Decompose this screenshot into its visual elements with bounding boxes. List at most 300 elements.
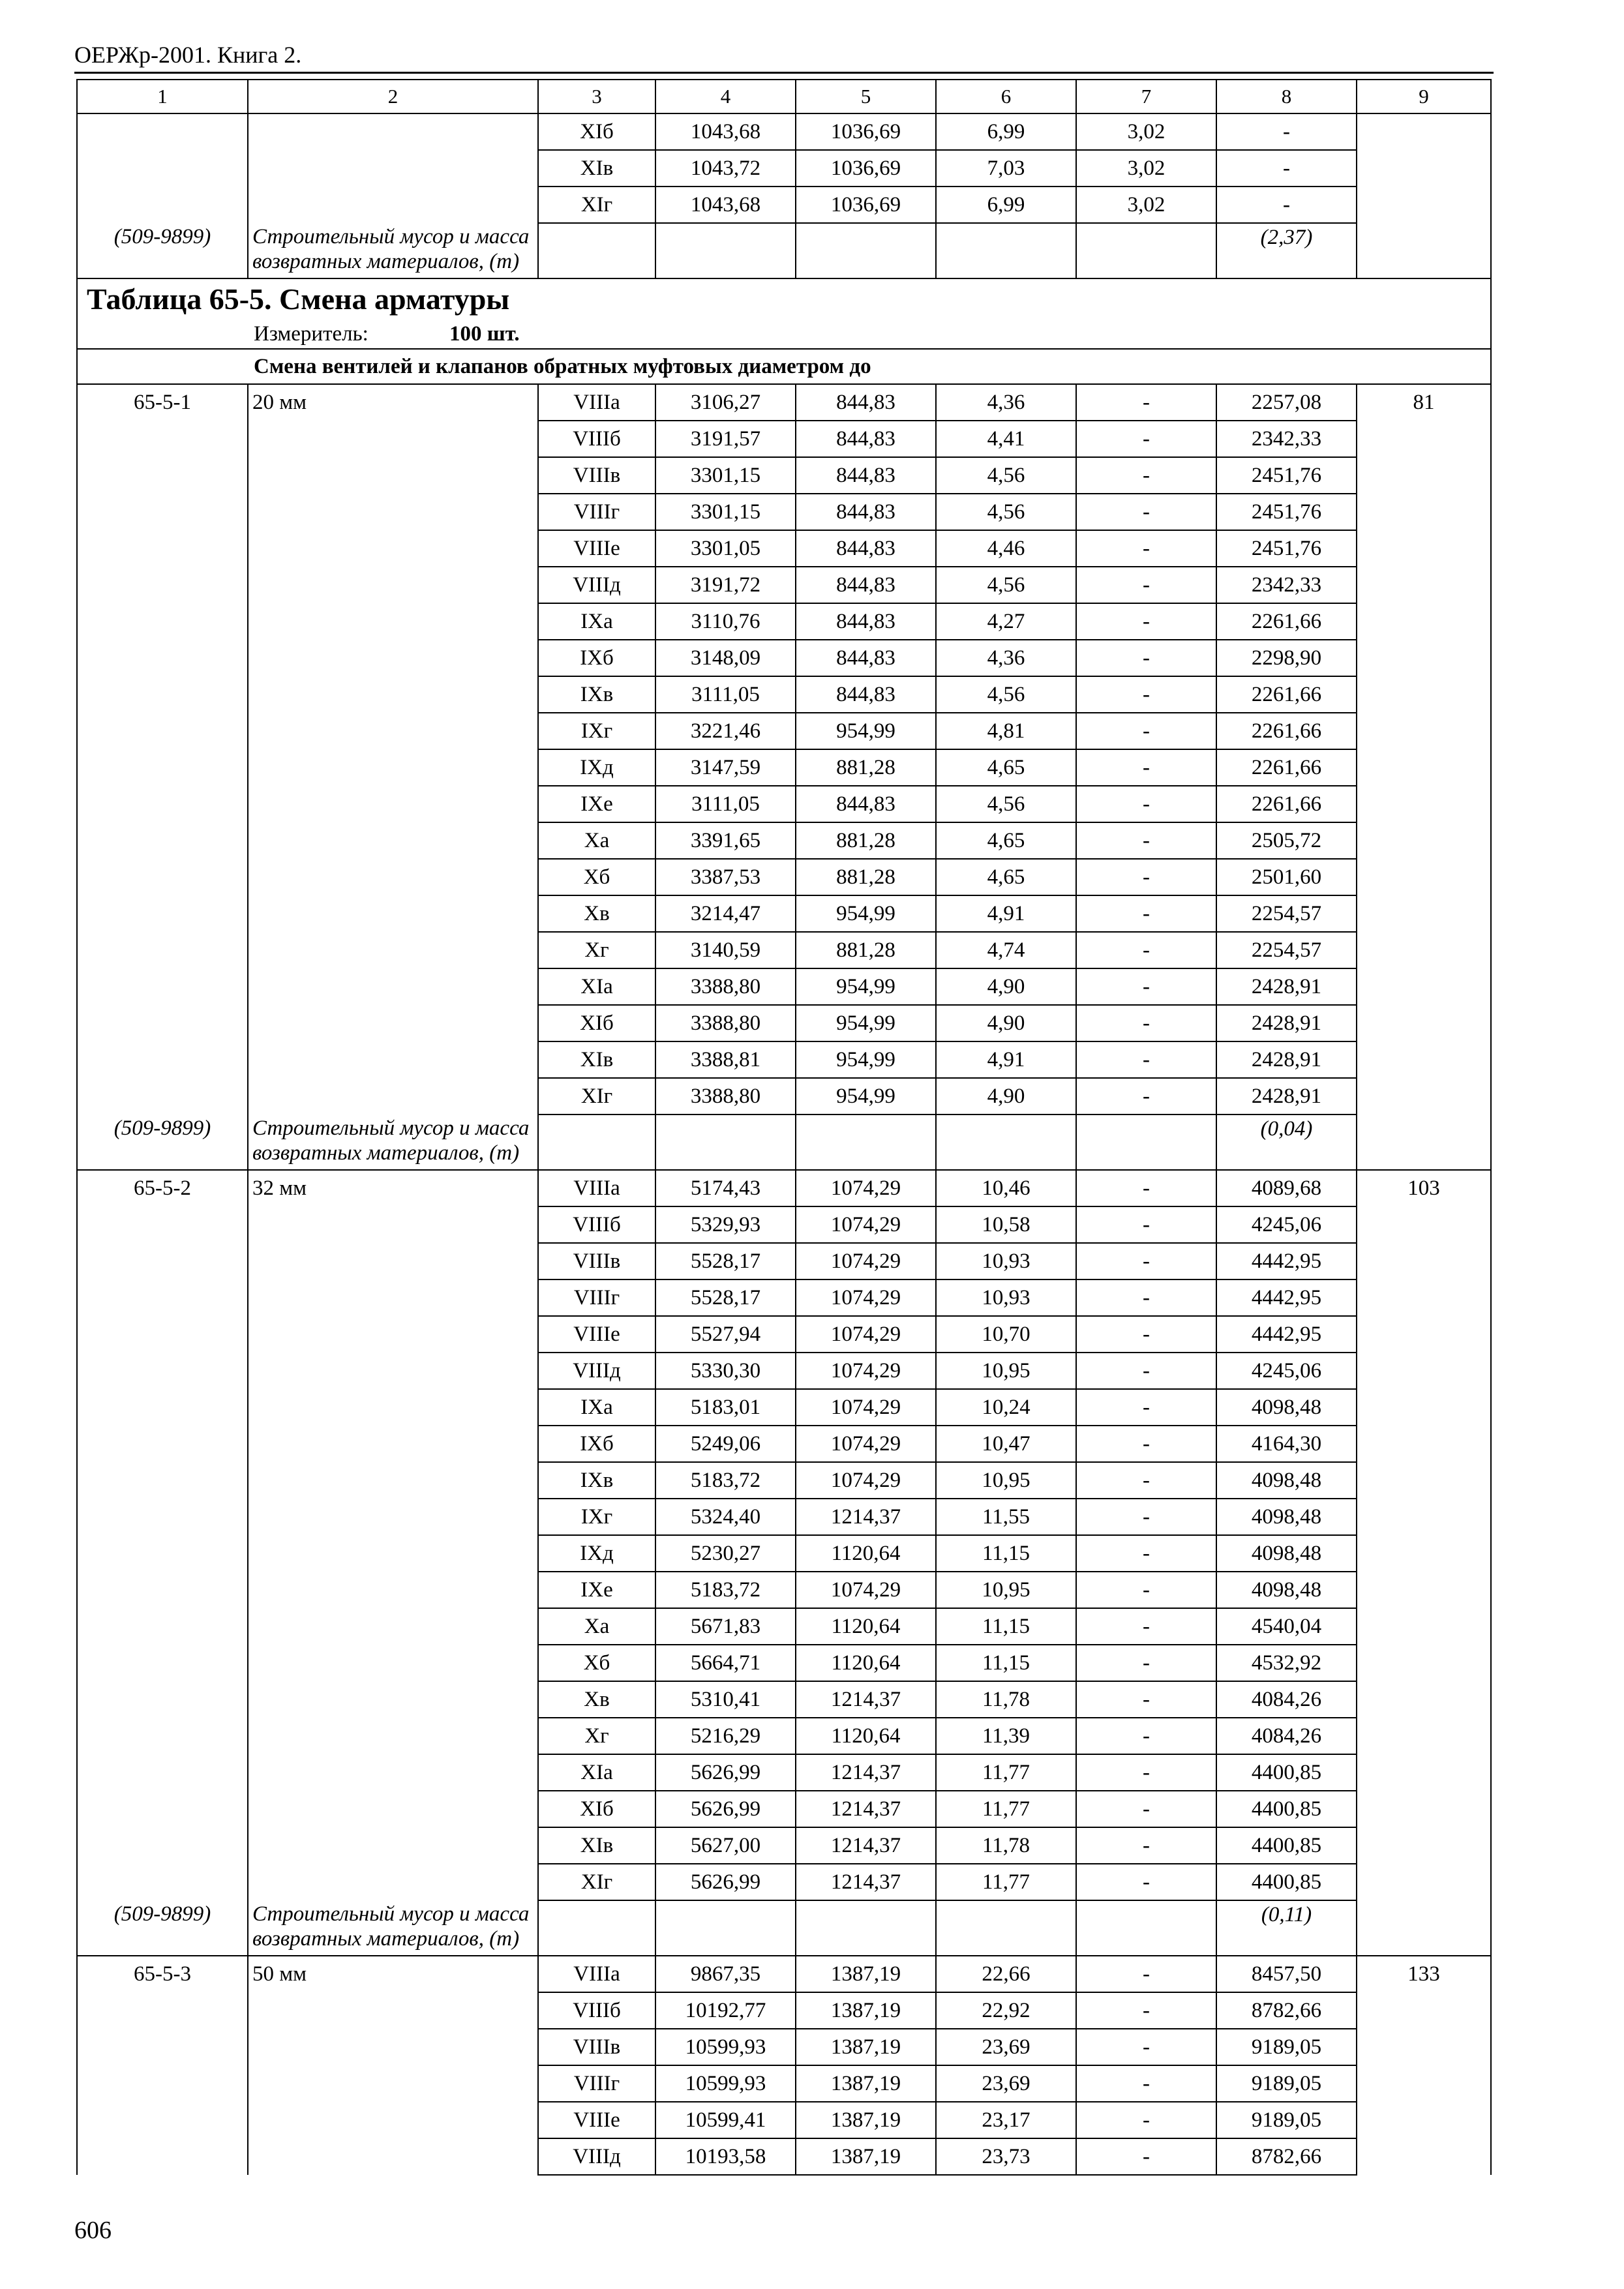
zone-cell: IXд (538, 1535, 655, 1572)
material-cell: 2257,08 (1216, 384, 1357, 421)
zone-cell: Xа (538, 1608, 655, 1645)
material-cell: 4084,26 (1216, 1681, 1357, 1718)
machine-cell: 4,36 (936, 640, 1076, 676)
material-cell: 4532,92 (1216, 1645, 1357, 1681)
wage-cell: 1214,37 (796, 1827, 936, 1864)
machine-cell: 10,70 (936, 1316, 1076, 1353)
cost-cell: 10599,93 (655, 2065, 796, 2102)
wage-cell: 844,83 (796, 494, 936, 530)
cost-cell: 3387,53 (655, 859, 796, 895)
column-number: 7 (1076, 80, 1216, 113)
material-cell: 4084,26 (1216, 1718, 1357, 1754)
machine-cell: 11,77 (936, 1791, 1076, 1827)
material-cell: 2261,66 (1216, 749, 1357, 786)
wage-cell: 1120,64 (796, 1718, 936, 1754)
empty-cell (1076, 223, 1216, 278)
waste-name: Строительный мусор и масса возвратных материалов, (т) (248, 1115, 538, 1170)
rate-name: 50 мм (248, 1956, 538, 2175)
machine-cell: 4,56 (936, 494, 1076, 530)
zone-cell: IXг (538, 1499, 655, 1535)
machine-cell: 4,46 (936, 530, 1076, 567)
wage-cell: 1074,29 (796, 1170, 936, 1206)
material-cell: 2451,76 (1216, 494, 1357, 530)
zone-cell: VIIIд (538, 2138, 655, 2175)
material-cell: 2261,66 (1216, 603, 1357, 640)
driver-wage-cell: - (1076, 384, 1216, 421)
machine-cell: 11,77 (936, 1754, 1076, 1791)
driver-wage-cell: 3,02 (1076, 187, 1216, 223)
cost-cell: 10599,41 (655, 2102, 796, 2138)
waste-code: (509-9899) (77, 1900, 248, 1956)
wage-cell: 1036,69 (796, 187, 936, 223)
material-cell: 9189,05 (1216, 2065, 1357, 2102)
zone-cell: Xа (538, 822, 655, 859)
rate-code (77, 113, 248, 223)
driver-wage-cell: - (1076, 1499, 1216, 1535)
material-cell: 2254,57 (1216, 895, 1357, 932)
material-cell: 4164,30 (1216, 1426, 1357, 1462)
driver-wage-cell: - (1076, 1170, 1216, 1206)
column-number-row (77, 80, 1491, 113)
cost-cell: 3388,80 (655, 1078, 796, 1115)
machine-cell: 10,93 (936, 1243, 1076, 1279)
empty-cell (655, 1115, 796, 1170)
table-row (77, 1956, 1491, 1992)
driver-wage-cell: 3,02 (1076, 113, 1216, 150)
machine-cell: 23,17 (936, 2102, 1076, 2138)
wage-cell: 1120,64 (796, 1608, 936, 1645)
machine-cell: 11,78 (936, 1827, 1076, 1864)
machine-cell: 4,65 (936, 859, 1076, 895)
machine-cell: 11,55 (936, 1499, 1076, 1535)
rates-table (76, 79, 1492, 2176)
zone-cell: VIIIе (538, 530, 655, 567)
cost-cell: 5174,43 (655, 1170, 796, 1206)
driver-wage-cell: - (1076, 1316, 1216, 1353)
wage-cell: 1074,29 (796, 1316, 936, 1353)
zone-cell: XIг (538, 187, 655, 223)
cost-cell: 5626,99 (655, 1864, 796, 1900)
material-cell: 4089,68 (1216, 1170, 1357, 1206)
cost-cell: 3388,80 (655, 968, 796, 1005)
material-cell: 8782,66 (1216, 1992, 1357, 2029)
driver-wage-cell: - (1076, 1243, 1216, 1279)
zone-cell: VIIIд (538, 1353, 655, 1389)
wage-cell: 844,83 (796, 530, 936, 567)
driver-wage-cell: - (1076, 749, 1216, 786)
zone-cell: XIв (538, 1041, 655, 1078)
cost-cell: 9867,35 (655, 1956, 796, 1992)
cost-cell: 3214,47 (655, 895, 796, 932)
wage-cell: 844,83 (796, 786, 936, 822)
material-cell: 4400,85 (1216, 1864, 1357, 1900)
zone-cell: Xв (538, 895, 655, 932)
cost-cell: 5183,72 (655, 1462, 796, 1499)
machine-cell: 4,56 (936, 786, 1076, 822)
cost-cell: 5216,29 (655, 1718, 796, 1754)
material-cell: 4098,48 (1216, 1499, 1357, 1535)
cost-cell: 5627,00 (655, 1827, 796, 1864)
cost-cell: 3388,81 (655, 1041, 796, 1078)
measure-row (77, 320, 1491, 349)
wage-cell: 954,99 (796, 968, 936, 1005)
table-body (77, 80, 1491, 2175)
material-cell: - (1216, 150, 1357, 187)
table-row (77, 113, 1491, 150)
zone-cell: XIг (538, 1864, 655, 1900)
rate-name: 20 мм (248, 384, 538, 1115)
zone-cell: VIIIг (538, 2065, 655, 2102)
driver-wage-cell: - (1076, 1572, 1216, 1608)
zone-cell: IXб (538, 640, 655, 676)
machine-cell: 4,27 (936, 603, 1076, 640)
driver-wage-cell: - (1076, 1426, 1216, 1462)
wage-cell: 1214,37 (796, 1791, 936, 1827)
cost-cell: 3221,46 (655, 713, 796, 749)
zone-cell: XIа (538, 1754, 655, 1791)
machine-cell: 4,90 (936, 1078, 1076, 1115)
driver-wage-cell: - (1076, 421, 1216, 457)
wage-cell: 954,99 (796, 713, 936, 749)
empty-cell (796, 223, 936, 278)
driver-wage-cell: - (1076, 1827, 1216, 1864)
zone-cell: XIб (538, 1791, 655, 1827)
cost-cell: 5664,71 (655, 1645, 796, 1681)
driver-wage-cell: - (1076, 457, 1216, 494)
cost-cell: 5310,41 (655, 1681, 796, 1718)
wage-cell: 881,28 (796, 822, 936, 859)
wage-cell: 881,28 (796, 859, 936, 895)
wage-cell: 1074,29 (796, 1243, 936, 1279)
zone-cell: VIIIв (538, 457, 655, 494)
section-row (77, 349, 1491, 384)
machine-cell: 4,81 (936, 713, 1076, 749)
machine-cell: 4,90 (936, 968, 1076, 1005)
material-cell: 4098,48 (1216, 1535, 1357, 1572)
wage-cell: 844,83 (796, 676, 936, 713)
machine-cell: 11,78 (936, 1681, 1076, 1718)
wage-cell: 844,83 (796, 603, 936, 640)
empty-cell (936, 1115, 1076, 1170)
waste-code: (509-9899) (77, 223, 248, 278)
header-rule (74, 72, 1494, 74)
material-cell: 2428,91 (1216, 1005, 1357, 1041)
material-cell: 2298,90 (1216, 640, 1357, 676)
machine-cell: 11,15 (936, 1608, 1076, 1645)
wage-cell: 1120,64 (796, 1535, 936, 1572)
wage-cell: 954,99 (796, 1005, 936, 1041)
wage-cell: 844,83 (796, 457, 936, 494)
waste-name: Строительный мусор и масса возвратных материалов, (т) (248, 1900, 538, 1956)
cost-cell: 5626,99 (655, 1791, 796, 1827)
material-cell: 2505,72 (1216, 822, 1357, 859)
machine-cell: 10,93 (936, 1279, 1076, 1316)
cost-cell: 5183,72 (655, 1572, 796, 1608)
waste-row (77, 1900, 1491, 1956)
material-cell: 2261,66 (1216, 676, 1357, 713)
rate-name (248, 113, 538, 223)
table-row (77, 1170, 1491, 1206)
machine-cell: 22,92 (936, 1992, 1076, 2029)
cost-cell: 3111,05 (655, 676, 796, 713)
section-title: Смена вентилей и клапанов обратных муфтовых диаметром до (77, 349, 1491, 384)
cost-cell: 1043,72 (655, 150, 796, 187)
column-number: 3 (538, 80, 655, 113)
driver-wage-cell: - (1076, 1206, 1216, 1243)
machine-cell: 10,24 (936, 1389, 1076, 1426)
cost-cell: 10193,58 (655, 2138, 796, 2175)
machine-cell: 4,65 (936, 822, 1076, 859)
driver-wage-cell: - (1076, 859, 1216, 895)
cost-cell: 5528,17 (655, 1279, 796, 1316)
driver-wage-cell: - (1076, 1535, 1216, 1572)
driver-wage-cell: - (1076, 932, 1216, 968)
waste-row (77, 223, 1491, 278)
empty-cell (538, 1115, 655, 1170)
zone-cell: XIв (538, 1827, 655, 1864)
material-cell: 4245,06 (1216, 1353, 1357, 1389)
empty-cell (936, 1900, 1076, 1956)
driver-wage-cell: - (1076, 822, 1216, 859)
machine-cell: 7,03 (936, 150, 1076, 187)
material-cell: 4245,06 (1216, 1206, 1357, 1243)
wage-cell: 881,28 (796, 932, 936, 968)
wage-cell: 1387,19 (796, 2102, 936, 2138)
cost-cell: 5183,01 (655, 1389, 796, 1426)
empty-cell (538, 223, 655, 278)
cost-cell: 3110,76 (655, 603, 796, 640)
wage-cell: 1074,29 (796, 1462, 936, 1499)
material-cell: 2428,91 (1216, 968, 1357, 1005)
cost-cell: 3140,59 (655, 932, 796, 968)
driver-wage-cell: - (1076, 1353, 1216, 1389)
wage-cell: 1214,37 (796, 1499, 936, 1535)
cost-cell: 5249,06 (655, 1426, 796, 1462)
wage-cell: 1214,37 (796, 1864, 936, 1900)
table-title: Таблица 65-5. Смена арматуры (77, 278, 1491, 320)
zone-cell: XIб (538, 113, 655, 150)
empty-cell (538, 1900, 655, 1956)
material-cell: 2501,60 (1216, 859, 1357, 895)
table-title-row (77, 278, 1491, 320)
wage-cell: 1074,29 (796, 1426, 936, 1462)
driver-wage-cell: - (1076, 1681, 1216, 1718)
cost-cell: 10192,77 (655, 1992, 796, 2029)
driver-wage-cell: - (1076, 567, 1216, 603)
zone-cell: IXа (538, 1389, 655, 1426)
wage-cell: 844,83 (796, 640, 936, 676)
waste-row (77, 1115, 1491, 1170)
labor-cost-cell: 133 (1357, 1956, 1491, 2175)
empty-cell (1076, 1115, 1216, 1170)
wage-cell: 881,28 (796, 749, 936, 786)
cost-cell: 5329,93 (655, 1206, 796, 1243)
wage-cell: 1387,19 (796, 2138, 936, 2175)
column-number: 9 (1357, 80, 1491, 113)
machine-cell: 4,56 (936, 676, 1076, 713)
cost-cell: 3301,05 (655, 530, 796, 567)
material-cell: 4098,48 (1216, 1389, 1357, 1426)
machine-cell: 10,46 (936, 1170, 1076, 1206)
rate-name: 32 мм (248, 1170, 538, 1900)
cost-cell: 5671,83 (655, 1608, 796, 1645)
material-cell: 9189,05 (1216, 2029, 1357, 2065)
zone-cell: VIIIа (538, 384, 655, 421)
material-cell: 9189,05 (1216, 2102, 1357, 2138)
driver-wage-cell: - (1076, 1078, 1216, 1115)
cost-cell: 3301,15 (655, 494, 796, 530)
rate-code: 65-5-3 (77, 1956, 248, 2175)
machine-cell: 6,99 (936, 187, 1076, 223)
zone-cell: VIIIе (538, 1316, 655, 1353)
measure-value: 100 шт. (449, 322, 520, 346)
empty-cell (1076, 1900, 1216, 1956)
machine-cell: 10,47 (936, 1426, 1076, 1462)
wage-cell: 954,99 (796, 1041, 936, 1078)
zone-cell: IXв (538, 676, 655, 713)
material-cell: - (1216, 187, 1357, 223)
wage-cell: 844,83 (796, 384, 936, 421)
cost-cell: 5528,17 (655, 1243, 796, 1279)
zone-cell: XIа (538, 968, 655, 1005)
empty-cell (655, 223, 796, 278)
zone-cell: IXд (538, 749, 655, 786)
cost-cell: 5330,30 (655, 1353, 796, 1389)
driver-wage-cell: - (1076, 968, 1216, 1005)
material-cell: 2451,76 (1216, 457, 1357, 494)
wage-cell: 954,99 (796, 1078, 936, 1115)
material-cell: 4442,95 (1216, 1243, 1357, 1279)
cost-cell: 10599,93 (655, 2029, 796, 2065)
wage-cell: 1036,69 (796, 150, 936, 187)
cost-cell: 3148,09 (655, 640, 796, 676)
column-number: 2 (248, 80, 538, 113)
cost-cell: 3391,65 (655, 822, 796, 859)
material-cell: 2342,33 (1216, 421, 1357, 457)
column-number: 4 (655, 80, 796, 113)
driver-wage-cell: - (1076, 676, 1216, 713)
driver-wage-cell: - (1076, 1279, 1216, 1316)
rate-code: 65-5-2 (77, 1170, 248, 1900)
cost-cell: 5324,40 (655, 1499, 796, 1535)
machine-cell: 4,91 (936, 895, 1076, 932)
driver-wage-cell: - (1076, 1956, 1216, 1992)
machine-cell: 4,56 (936, 457, 1076, 494)
cost-cell: 3106,27 (655, 384, 796, 421)
machine-cell: 4,91 (936, 1041, 1076, 1078)
driver-wage-cell: - (1076, 603, 1216, 640)
machine-cell: 23,69 (936, 2029, 1076, 2065)
column-number: 8 (1216, 80, 1357, 113)
empty-cell (796, 1900, 936, 1956)
empty-cell (1357, 1115, 1491, 1170)
column-number: 5 (796, 80, 936, 113)
driver-wage-cell: 3,02 (1076, 150, 1216, 187)
waste-value: (2,37) (1216, 223, 1357, 278)
column-number: 6 (936, 80, 1076, 113)
zone-cell: Xв (538, 1681, 655, 1718)
machine-cell: 23,73 (936, 2138, 1076, 2175)
zone-cell: VIIIе (538, 2102, 655, 2138)
zone-cell: VIIIв (538, 2029, 655, 2065)
wage-cell: 1387,19 (796, 1956, 936, 1992)
driver-wage-cell: - (1076, 713, 1216, 749)
zone-cell: XIг (538, 1078, 655, 1115)
wage-cell: 844,83 (796, 421, 936, 457)
material-cell: 2342,33 (1216, 567, 1357, 603)
empty-cell (936, 223, 1076, 278)
driver-wage-cell: - (1076, 1718, 1216, 1754)
zone-cell: IXв (538, 1462, 655, 1499)
driver-wage-cell: - (1076, 1754, 1216, 1791)
driver-wage-cell: - (1076, 895, 1216, 932)
material-cell: 4442,95 (1216, 1316, 1357, 1353)
wage-cell: 1387,19 (796, 2029, 936, 2065)
empty-cell (1357, 223, 1491, 278)
material-cell: 2428,91 (1216, 1041, 1357, 1078)
wage-cell: 1074,29 (796, 1353, 936, 1389)
running-header: ОЕРЖр-2001. Книга 2. (74, 42, 302, 68)
measure-label: Измеритель: (254, 322, 368, 346)
machine-cell: 11,39 (936, 1718, 1076, 1754)
wage-cell: 1074,29 (796, 1279, 936, 1316)
waste-name: Строительный мусор и масса возвратных материалов, (т) (248, 223, 538, 278)
driver-wage-cell: - (1076, 786, 1216, 822)
zone-cell: VIIIв (538, 1243, 655, 1279)
material-cell: - (1216, 113, 1357, 150)
machine-cell: 4,41 (936, 421, 1076, 457)
machine-cell: 4,56 (936, 567, 1076, 603)
machine-cell: 4,74 (936, 932, 1076, 968)
zone-cell: IXг (538, 713, 655, 749)
cost-cell: 3301,15 (655, 457, 796, 494)
driver-wage-cell: - (1076, 2029, 1216, 2065)
zone-cell: VIIIб (538, 1992, 655, 2029)
zone-cell: VIIIа (538, 1956, 655, 1992)
rate-code: 65-5-1 (77, 384, 248, 1115)
material-cell: 2261,66 (1216, 713, 1357, 749)
driver-wage-cell: - (1076, 1462, 1216, 1499)
zone-cell: IXа (538, 603, 655, 640)
material-cell: 4540,04 (1216, 1608, 1357, 1645)
wage-cell: 1074,29 (796, 1572, 936, 1608)
material-cell: 2261,66 (1216, 786, 1357, 822)
cost-cell: 5527,94 (655, 1316, 796, 1353)
zone-cell: IXе (538, 786, 655, 822)
driver-wage-cell: - (1076, 2065, 1216, 2102)
wage-cell: 1074,29 (796, 1206, 936, 1243)
driver-wage-cell: - (1076, 1864, 1216, 1900)
waste-code: (509-9899) (77, 1115, 248, 1170)
labor-cost-cell (1357, 113, 1491, 223)
material-cell: 4098,48 (1216, 1462, 1357, 1499)
wage-cell: 1120,64 (796, 1645, 936, 1681)
zone-cell: Xг (538, 932, 655, 968)
driver-wage-cell: - (1076, 1041, 1216, 1078)
cost-cell: 3388,80 (655, 1005, 796, 1041)
material-cell: 4442,95 (1216, 1279, 1357, 1316)
material-cell: 2428,91 (1216, 1078, 1357, 1115)
cost-cell: 3111,05 (655, 786, 796, 822)
driver-wage-cell: - (1076, 2138, 1216, 2175)
machine-cell: 6,99 (936, 113, 1076, 150)
cost-cell: 3191,72 (655, 567, 796, 603)
machine-cell: 10,95 (936, 1353, 1076, 1389)
cost-cell: 1043,68 (655, 113, 796, 150)
zone-cell: VIIIг (538, 494, 655, 530)
wage-cell: 1214,37 (796, 1681, 936, 1718)
zone-cell: VIIIб (538, 1206, 655, 1243)
